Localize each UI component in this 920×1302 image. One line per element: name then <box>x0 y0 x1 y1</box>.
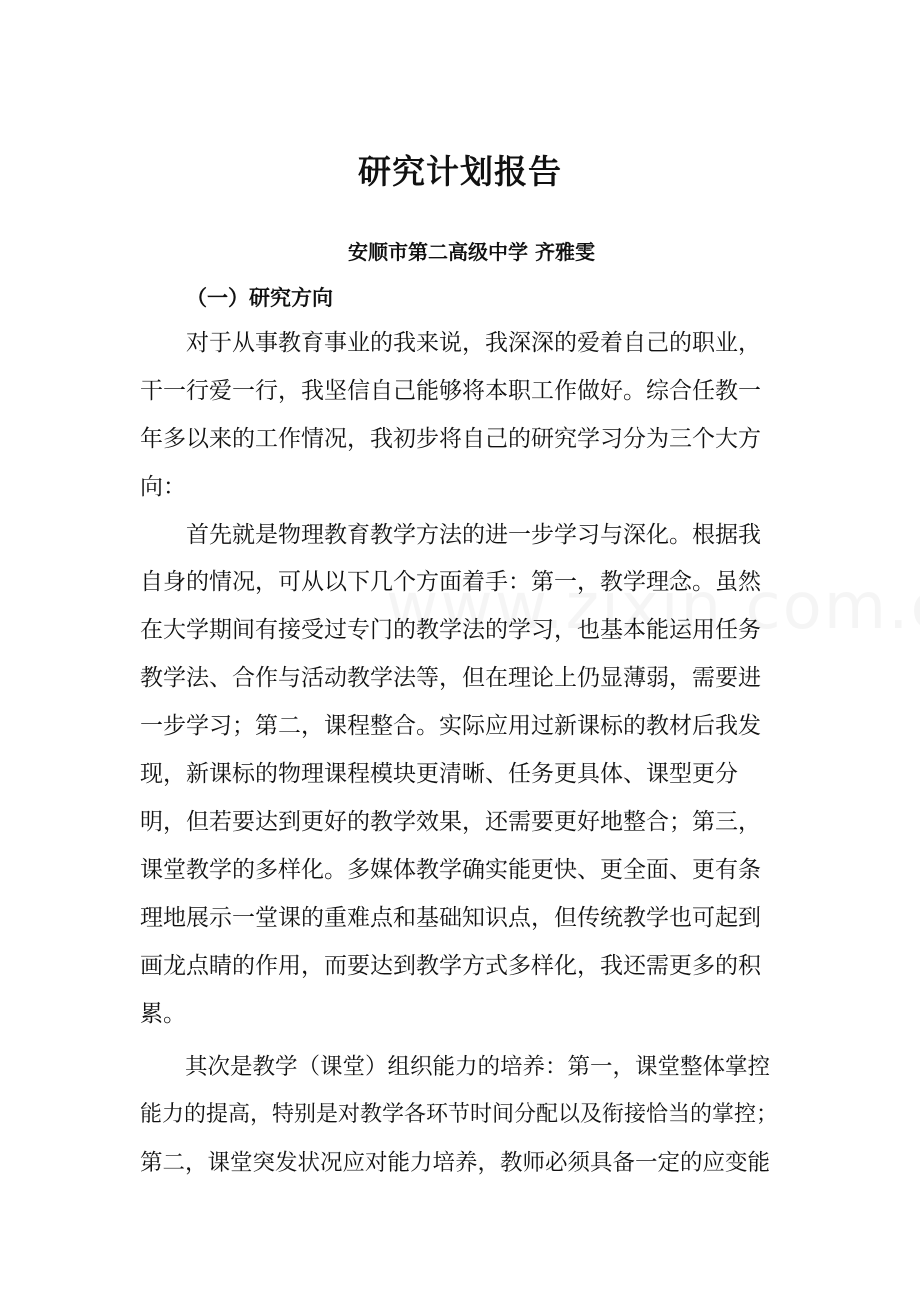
text-line: 首先就是物理教育教学方法的进一步学习与深化。根据我 <box>140 522 761 548</box>
text-line: 对于从事教育事业的我来说，我深深的爱着自己的职业， <box>140 330 761 356</box>
text-line: 现，新课标的物理课程模块更清晰、任务更具体、课型更分 <box>140 761 738 787</box>
text-line: 在大学期间有接受过专门的教学法的学习，也基本能运用任务 <box>140 617 761 643</box>
text-line: 干一行爱一行，我坚信自己能够将本职工作做好。综合任教一 <box>140 378 761 404</box>
text-line: 向： <box>140 474 186 500</box>
text-line: 第二，课堂突发状况应对能力培养，教师必须具备一定的应变能 <box>140 1150 771 1176</box>
text-line: 其次是教学（课堂）组织能力的培养：第一，课堂整体掌控 <box>140 1054 771 1080</box>
text-line: 自身的情况，可从以下几个方面着手：第一，教学理念。虽然 <box>140 569 761 595</box>
text-line: 年多以来的工作情况，我初步将自己的研究学习分为三个大方 <box>140 426 761 452</box>
text-line: 一步学习；第二，课程整合。实际应用过新课标的教材后我发 <box>140 713 761 739</box>
author-line: 安顺市第二高级中学 齐雅雯 <box>348 240 595 264</box>
text-line: 累。 <box>140 1001 186 1027</box>
text-line: 课堂教学的多样化。多媒体教学确实能更快、更全面、更有条 <box>140 857 761 883</box>
text-line: 明，但若要达到更好的教学效果，还需要更好地整合；第三， <box>140 809 761 835</box>
text-line: 教学法、合作与活动教学法等，但在理论上仍显薄弱，需要进 <box>140 665 761 691</box>
text-line: 画龙点睛的作用，而要达到教学方式多样化，我还需更多的积 <box>140 953 761 979</box>
text-line: 能力的提高，特别是对教学各环节时间分配以及衔接恰当的掌控； <box>140 1102 779 1127</box>
text-line: 理地展示一堂课的重难点和基础知识点，但传统教学也可起到 <box>140 905 761 931</box>
section-heading: （一）研究方向 <box>186 285 333 310</box>
document-title: 研究计划报告 <box>358 152 562 191</box>
